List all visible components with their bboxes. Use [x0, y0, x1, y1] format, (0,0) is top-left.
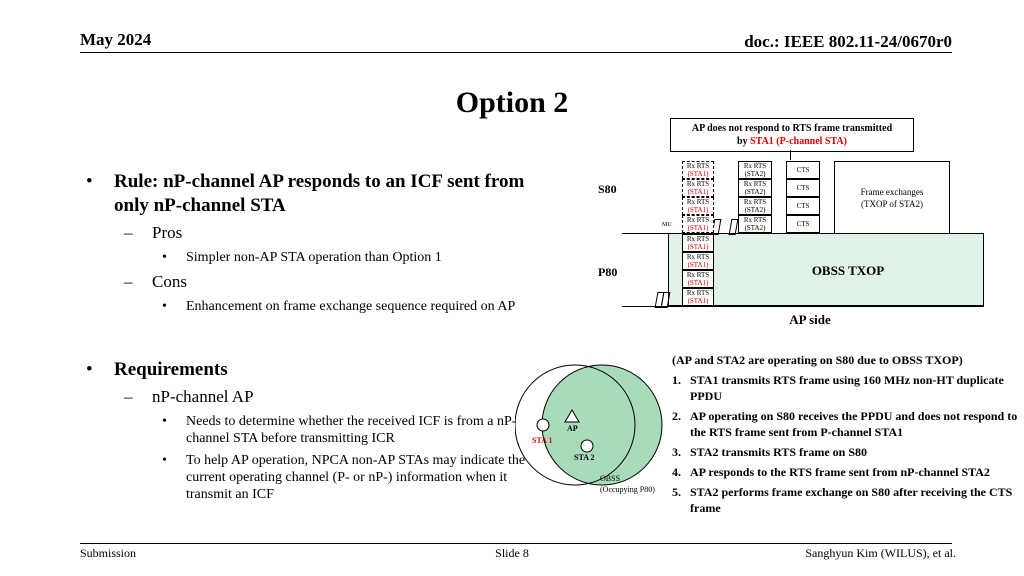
req-item-2-text: To help AP operation, NPCA non-AP STAs may indicate the current operating channel (P- or nP-) information when it transmit an ICF — [186, 453, 526, 502]
dash-marker: – — [124, 223, 133, 242]
steps-intro: (AP and STA2 are operating on S80 due to OBSS TXOP) — [672, 353, 963, 367]
footer-submission: Submission — [80, 546, 137, 560]
callout-line-2 — [673, 135, 911, 148]
obss-circle — [542, 365, 662, 485]
callout-red-text: STA1 (P-channel STA) — [750, 136, 847, 147]
bullet-req-item-2 — [86, 452, 526, 503]
rx-rts-sta1-block — [682, 197, 714, 215]
bullet-marker: • — [162, 250, 167, 265]
sta2-node-icon — [581, 440, 593, 452]
rx-rts-sta1-block — [682, 270, 714, 288]
step-text: STA2 transmits RTS frame on S80 — [690, 445, 868, 459]
step-number: 1. — [672, 373, 681, 387]
p80-label: P80 — [598, 265, 618, 279]
callout-pointer — [790, 150, 791, 160]
steps-list — [672, 352, 1020, 520]
header-divider — [80, 52, 952, 53]
bullet-pros-item — [86, 249, 526, 266]
sta1-tag: (STA1) — [687, 170, 709, 178]
rx-rts-sta1-block — [682, 215, 714, 233]
dash-marker: – — [124, 387, 133, 406]
frame-exchanges-label: Frame exchanges — [860, 187, 924, 197]
footer-divider — [80, 543, 952, 544]
rx-rts-text: Rx RTS — [686, 235, 710, 243]
step-text: AP responds to the RTS frame sent from nP-channel STA2 — [690, 465, 990, 479]
callout-box — [670, 118, 914, 152]
rx-rts-text: Rx RTS — [686, 253, 710, 261]
venn-obss-label: OBSS — [600, 474, 621, 483]
bullet-cons-item — [86, 298, 526, 315]
header-date: May 2024 — [80, 30, 152, 49]
pros-label: Pros — [152, 223, 183, 242]
rx-rts-sta2-block — [738, 215, 772, 233]
footer-slide-number: Slide 8 — [495, 546, 529, 560]
cts-block: CTS — [786, 161, 820, 179]
venn-sta1-label: STA 1 — [532, 436, 553, 445]
step-item — [672, 408, 1020, 440]
rx-rts-text: Rx RTS — [743, 180, 767, 188]
step-text: AP operating on S80 receives the PPDU and does not respond to the RTS frame sent from P-channel STA1 — [690, 409, 1018, 439]
rx-rts-sta1-block — [682, 161, 714, 179]
venn-sta2-label: STA 2 — [574, 453, 595, 462]
sta1-tag: (STA1) — [687, 279, 709, 287]
venn-occupying-label: (Occupying P80) — [600, 485, 655, 494]
sta1-tag: (STA1) — [687, 188, 709, 196]
sta2-tag: (STA2) — [744, 206, 766, 214]
step-text: STA2 performs frame exchange on S80 after receiving the CTS frame — [690, 485, 1013, 515]
sta2-tag: (STA2) — [744, 188, 766, 196]
np-ap-label: nP-channel AP — [152, 387, 254, 406]
obss-txop-label: OBSS TXOP — [811, 263, 885, 278]
rx-rts-sta1-block — [682, 179, 714, 197]
rx-rts-sta1-block — [682, 288, 714, 306]
step-item — [672, 444, 1020, 460]
bullet-cons — [86, 271, 526, 293]
rx-rts-text: Rx RTS — [686, 162, 710, 170]
pros-item-text: Simpler non-AP STA operation than Option 1 — [186, 250, 442, 265]
bullet-marker: • — [162, 453, 167, 468]
sta1-node-icon — [537, 419, 549, 431]
bullet-list — [86, 170, 526, 508]
rx-rts-sta2-block — [738, 197, 772, 215]
sta1-tag: (STA1) — [687, 243, 709, 251]
bullet-requirements — [86, 358, 526, 382]
step-item — [672, 372, 1020, 404]
sta1-tag: (STA1) — [687, 261, 709, 269]
cts-block: CTS — [786, 197, 820, 215]
cons-item-text: Enhancement on frame exchange sequence required on AP — [186, 299, 516, 314]
rx-rts-text: Rx RTS — [743, 162, 767, 170]
dash-marker: – — [124, 272, 133, 291]
sta1-tag: (STA1) — [687, 297, 709, 305]
bullet-marker: • — [86, 359, 93, 380]
rx-rts-text: Rx RTS — [686, 180, 710, 188]
header-doc-id: doc.: IEEE 802.11-24/0670r0 — [744, 32, 952, 51]
rx-rts-sta2-block — [738, 161, 772, 179]
txop-sta2-label: (TXOP of STA2) — [861, 199, 923, 209]
bullet-req-item-1 — [86, 413, 526, 447]
rx-rts-sta1-block — [682, 234, 714, 252]
sta1-tag: (STA1) — [687, 224, 709, 232]
rx-rts-sta2-block — [738, 179, 772, 197]
bullet-marker: • — [86, 171, 93, 192]
footer-author: Sanghyun Kim (WILUS), et al. — [805, 546, 956, 560]
callout-line-1: AP does not respond to RTS frame transmitted — [691, 123, 893, 134]
cts-block: CTS — [786, 179, 820, 197]
cts-block: CTS — [786, 215, 820, 233]
bullet-marker: • — [162, 414, 167, 429]
sta1-tag: (STA1) — [687, 206, 709, 214]
step-number: 2. — [672, 409, 681, 423]
bullet-marker: • — [162, 299, 167, 314]
s80-label: S80 — [598, 182, 617, 196]
rx-rts-text: Rx RTS — [686, 198, 710, 206]
step-text: STA1 transmits RTS frame using 160 MHz non-HT duplicate PPDU — [690, 373, 1004, 403]
step-number: 3. — [672, 445, 681, 459]
sta2-tag: (STA2) — [744, 170, 766, 178]
mu-label: MU — [662, 222, 672, 228]
ap-side-label: AP side — [789, 312, 831, 327]
step-item — [672, 464, 1020, 480]
rx-rts-text: Rx RTS — [686, 289, 710, 297]
rx-rts-text: Rx RTS — [743, 216, 767, 224]
req-item-1-text: Needs to determine whether the received ICF is from a nP-channel STA before transmitting ICR — [186, 414, 517, 446]
slide-title: Option 2 — [455, 86, 569, 119]
step-item — [672, 484, 1020, 516]
bullet-pros — [86, 222, 526, 244]
cons-label: Cons — [152, 272, 187, 291]
frame-exchanges-block — [834, 161, 950, 234]
rx-rts-text: Rx RTS — [686, 216, 710, 224]
rx-rts-text: Rx RTS — [743, 198, 767, 206]
bullet-np-ap — [86, 386, 526, 408]
venn-ap-label: AP — [567, 424, 578, 433]
rx-rts-sta1-block — [682, 252, 714, 270]
rx-rts-text: Rx RTS — [686, 271, 710, 279]
rule-text: Rule: nP-channel AP responds to an ICF sent from only nP-channel STA — [114, 171, 525, 216]
step-number: 5. — [672, 485, 681, 499]
bullet-rule — [86, 170, 526, 218]
requirements-text: Requirements — [114, 359, 228, 380]
step-number: 4. — [672, 465, 681, 479]
callout-by: by — [737, 136, 751, 147]
sta2-tag: (STA2) — [744, 224, 766, 232]
p80-baseline — [622, 306, 984, 307]
